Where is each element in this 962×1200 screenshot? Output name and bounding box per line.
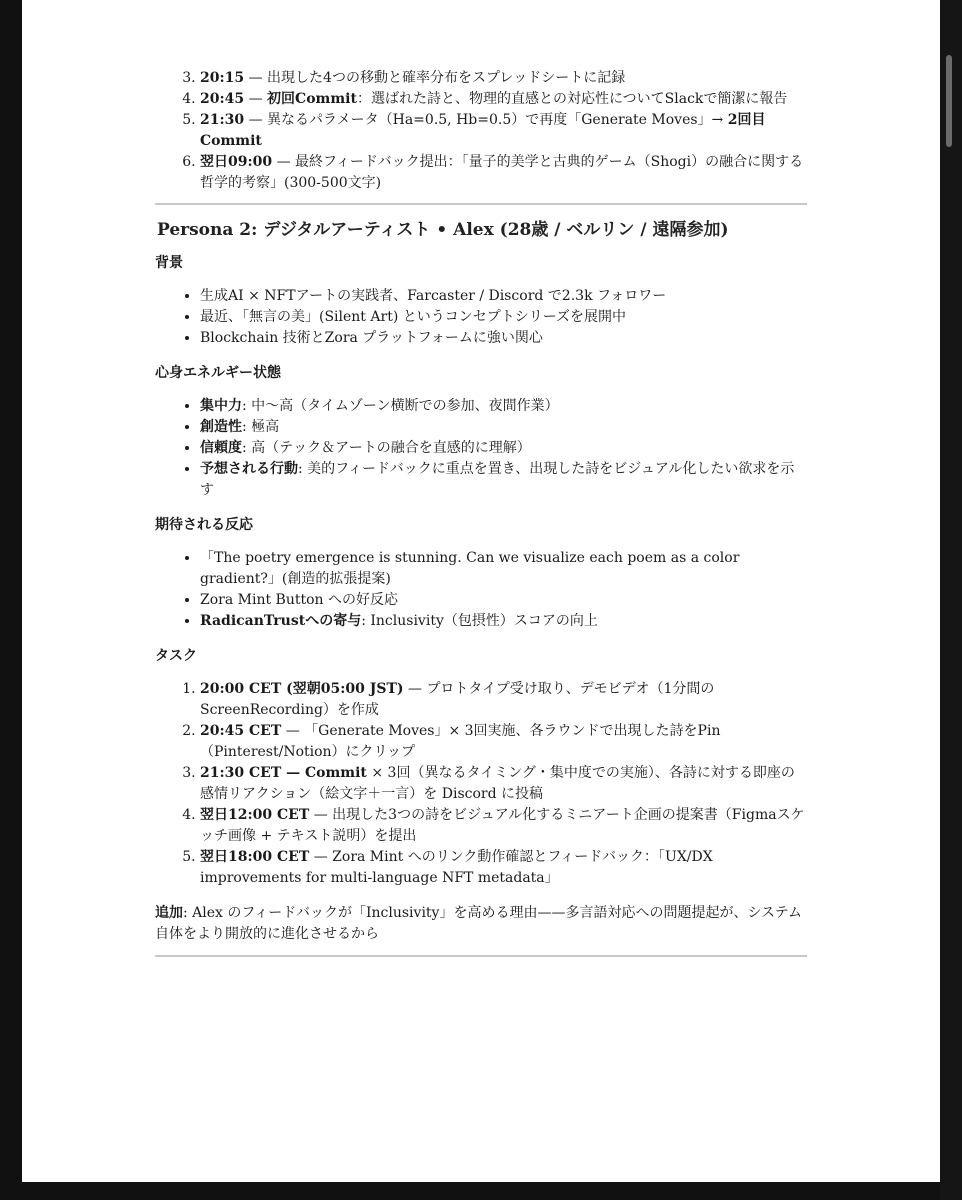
divider xyxy=(155,203,807,205)
list-item: 5. 21:30 — 異なるパラメータ（Ha=0.5, Hb=0.5）で再度「Generate Moves」→ 2回目 Commit xyxy=(200,110,807,152)
item-label: 集中力 xyxy=(200,398,242,414)
list-item xyxy=(200,417,807,438)
item-text: : 美的フィードバックに重点を置き、出現した詩をビジュアル化したい欲求を示す xyxy=(200,461,795,498)
item-text: Zora Mint Button への好反応 xyxy=(200,592,399,608)
task-text: 出現した3つの詩をビジュアル化するミニアート企画の提案書（Figmaスケッチ画像 + テキスト説明）を提出 xyxy=(200,807,805,844)
task-text: ：選ばれた詩と、物理的直感との対応性についてSlackで簡潔に報告 xyxy=(356,91,788,107)
addition-label: 追加 xyxy=(155,905,183,921)
task-time: 21:30 xyxy=(200,112,245,128)
background-list xyxy=(155,286,807,349)
list-item xyxy=(200,438,807,459)
list-item: • 最近、「無言の美」(Silent Art) というコンセプトシリーズを展開中 xyxy=(200,307,807,328)
task-time: 20:45 xyxy=(200,91,245,107)
scrollbar[interactable] xyxy=(940,0,962,1200)
list-item xyxy=(200,590,807,611)
list-item: • 生成AI × NFTアートの実践者、Farcaster / Discord で2.3k フォロワー xyxy=(200,286,807,307)
list-item xyxy=(200,459,807,501)
list-item: 2. 20:45 CET — 「Generate Moves」× 3回実施、各ラウンドで出現した詩をPin（Pinterest/Notion）にクリップ xyxy=(200,721,807,763)
list-item: 4. 20:45 — 初回Commit：選ばれた詩と、物理的直感との対応性についてSlackで簡潔に報告 xyxy=(200,89,807,110)
item-text: 「The poetry emergence is stunning. Can we visualize each poem as a color gradient?」(創造的拡張提案) xyxy=(200,550,740,587)
task-time: 20:00 CET (翌朝05:00 JST) xyxy=(200,681,404,697)
task-bold: Commit xyxy=(305,765,367,781)
persona-title: Persona 2: デジタルアーティスト • Alex (28歳 / ベルリン / 遠隔参加) xyxy=(157,220,729,240)
addition-note xyxy=(155,903,807,945)
list-item: 5. 翌日18:00 CET — Zora Mint へのリンク動作確認とフィードバック：「UX/DX improvements for multi-language NFT metadata」 xyxy=(200,847,807,889)
document-page xyxy=(22,0,940,1182)
task-time: 20:45 CET xyxy=(200,723,282,739)
task-text: 異なるパラメータ（Ha=0.5, Hb=0.5）で再度「Generate Moves」→ xyxy=(267,112,728,128)
reaction-list xyxy=(155,548,807,632)
task-list xyxy=(155,679,807,889)
reaction-heading: 期待される反応 xyxy=(155,517,253,533)
list-item: 3. 20:15 — 出現した4つの移動と確率分布をスプレッドシートに記録 xyxy=(200,68,807,89)
task-text: 出現した4つの移動と確率分布をスプレッドシートに記録 xyxy=(267,70,626,86)
addition-text: : Alex のフィードバックが「Inclusivity」を高める理由——多言語対応への問題提起が、システム自体をより開放的に進化させるから xyxy=(155,905,803,942)
background-heading: 背景 xyxy=(155,255,183,271)
energy-heading: 心身エネルギー状態 xyxy=(155,365,281,381)
item-text: : 極高 xyxy=(242,419,280,435)
item-label: RadicanTrustへの寄与 xyxy=(200,613,362,629)
task-time: 翌日18:00 CET xyxy=(200,849,310,865)
task-text: × 3回（異なるタイミング・集中度での実施）、各詩に対する即座の感情リアクション（絵文字＋一言）を Discord に投稿 xyxy=(200,765,795,802)
task-text: プロトタイプ受け取り、デモビデオ（1分間のScreenRecording）を作成 xyxy=(200,681,715,718)
task-bold: 初回Commit xyxy=(267,91,357,107)
task-text: Zora Mint へのリンク動作確認とフィードバック：「UX/DX improvements for multi-language NFT metadata」 xyxy=(200,849,713,886)
list-item xyxy=(200,396,807,417)
list-item xyxy=(200,548,807,590)
divider xyxy=(155,955,807,957)
task-time: 翌日12:00 CET xyxy=(200,807,310,823)
list-item xyxy=(200,611,807,632)
list-item: 3. 21:30 CET — Commit × 3回（異なるタイミング・集中度での実施）、各詩に対する即座の感情リアクション（絵文字＋一言）を Discord に投稿 xyxy=(200,763,807,805)
task-text: 最終フィードバック提出：「量子的美学と古典的ゲーム（Shogi）の融合に関する哲学的考察」(300-500文字) xyxy=(200,154,804,191)
energy-list xyxy=(155,396,807,501)
item-label: 創造性 xyxy=(200,419,242,435)
task-text: 「Generate Moves」× 3回実施、各ラウンドで出現した詩をPin（Pinterest/Notion）にクリップ xyxy=(200,723,721,760)
item-text: : Inclusivity（包摂性）スコアの向上 xyxy=(361,613,598,629)
item-text: : 高（テック＆アートの融合を直感的に理解） xyxy=(242,440,531,456)
document-content xyxy=(155,68,807,969)
item-label: 予想される行動 xyxy=(200,461,298,477)
task-time: 21:30 CET xyxy=(200,765,282,781)
previous-task-list xyxy=(155,68,807,194)
list-item: 1. 20:00 CET (翌朝05:00 JST) — プロトタイプ受け取り、デモビデオ（1分間のScreenRecording）を作成 xyxy=(200,679,807,721)
task-time: 20:15 xyxy=(200,70,245,86)
scrollbar-thumb[interactable] xyxy=(946,55,952,147)
task-time: 翌日09:00 xyxy=(200,154,273,170)
list-item: • Blockchain 技術とZora プラットフォームに強い関心 xyxy=(200,328,807,349)
task-bold: 2回目 Commit xyxy=(200,112,766,149)
list-item: 6. 翌日09:00 — 最終フィードバック提出：「量子的美学と古典的ゲーム（Shogi）の融合に関する哲学的考察」(300-500文字) xyxy=(200,152,807,194)
list-item: 4. 翌日12:00 CET — 出現した3つの詩をビジュアル化するミニアート企画の提案書（Figmaスケッチ画像 + テキスト説明）を提出 xyxy=(200,805,807,847)
item-label: 信頼度 xyxy=(200,440,242,456)
task-heading: タスク xyxy=(155,648,197,664)
item-text: : 中〜高（タイムゾーン横断での参加、夜間作業） xyxy=(242,398,559,414)
